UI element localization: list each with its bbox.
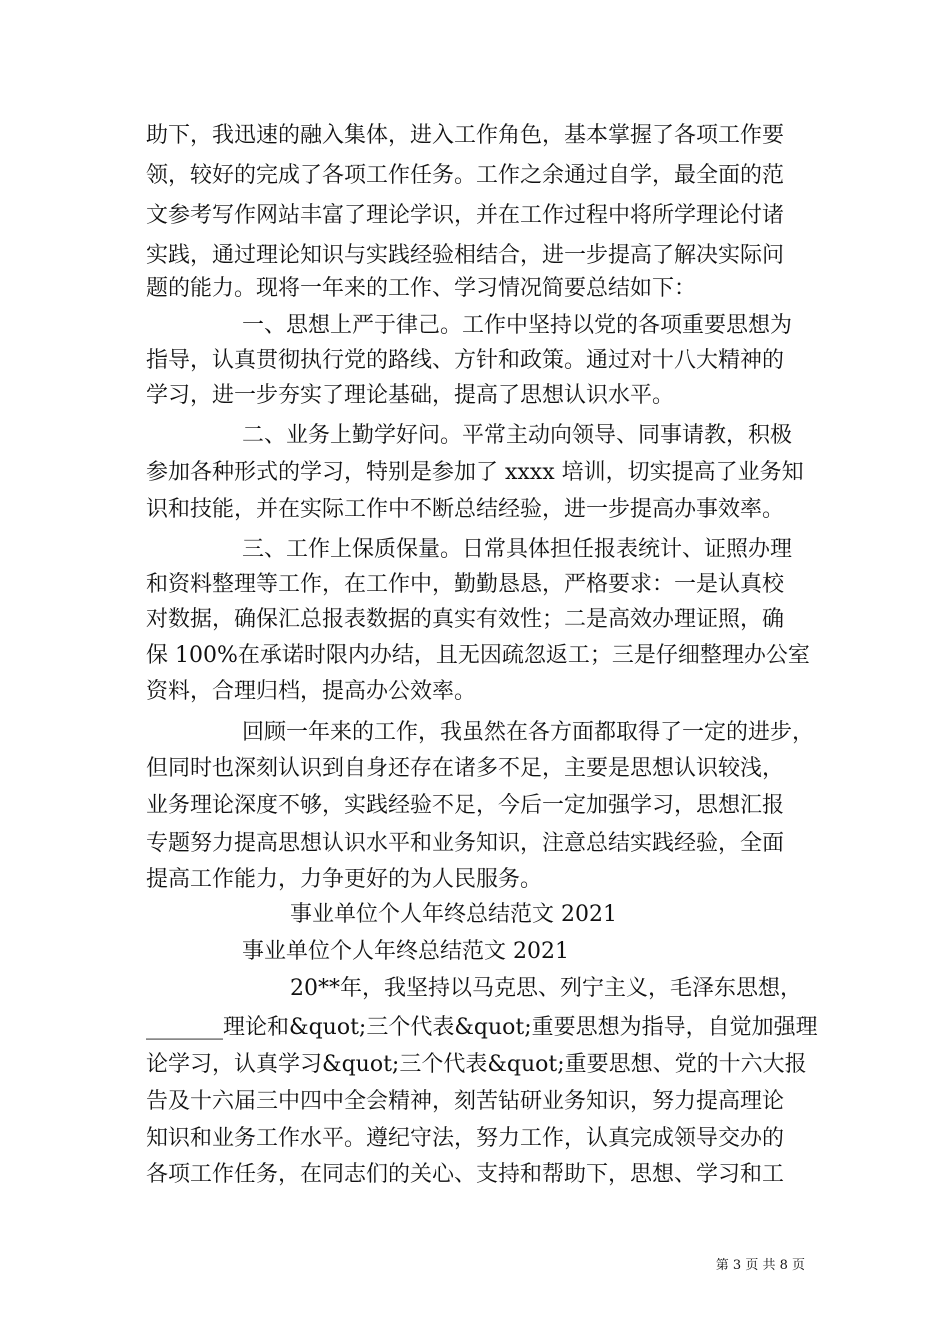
text-line: 文参考写作网站丰富了理论学识，并在工作过程中将所学理论付诸 [146, 203, 785, 228]
paragraph-heading-line: 20**年，我坚持以马克思、列宁主义，毛泽东思想， [290, 976, 802, 1001]
text-line: 资料，合理归档，提高办公效率。 [146, 679, 477, 704]
text-line: 题的能力。现将一年来的工作、学习情况简要总结如下： [146, 276, 697, 301]
text-line: 业务理论深度不够，实践经验不足，今后一定加强学习，思想汇报 [146, 793, 785, 818]
paragraph-heading-line: 二、业务上勤学好问。平常主动向领导、同事请教，积极 [242, 423, 793, 448]
text-line: 知识和业务工作水平。遵纪守法，努力工作，认真完成领导交办的 [146, 1126, 785, 1151]
text-line: 对数据，确保汇总报表数据的真实有效性；二是高效办理证照，确 [146, 607, 785, 632]
text-line: 学习，进一步夯实了理论基础，提高了思想认识水平。 [146, 383, 675, 408]
text-line: 实践，通过理论知识与实践经验相结合，进一步提高了解决实际问 [146, 243, 785, 268]
text-line: 告及十六届三中四中全会精神，刻苦钻研业务知识，努力提高理论 [146, 1089, 785, 1114]
text-line: _______理论和&quot;三个代表&quot;重要思想为指导，自觉加强理 [146, 1015, 818, 1040]
text-line: 和资料整理等工作，在工作中，勤勤恳恳，严格要求：一是认真校 [146, 572, 785, 597]
text-line: 各项工作任务，在同志们的关心、支持和帮助下，思想、学习和工 [146, 1162, 785, 1187]
text-line: 识和技能，并在实际工作中不断总结经验，进一步提高办事效率。 [146, 497, 785, 522]
text-line: 论学习，认真学习&quot;三个代表&quot;重要思想、党的十六大报 [146, 1052, 807, 1077]
section-title: 事业单位个人年终总结范文 2021 [290, 902, 617, 927]
paragraph-heading-line: 三、工作上保质保量。日常具体担任报表统计、证照办理 [242, 537, 793, 562]
text-line: 助下，我迅速的融入集体，进入工作角色，基本掌握了各项工作要 [146, 123, 785, 148]
text-line: 保 100%在承诺时限内办结，且无因疏忽返工；三是仔细整理办公室 [146, 643, 810, 668]
paragraph-heading-line: 回顾一年来的工作，我虽然在各方面都取得了一定的进步， [242, 720, 815, 745]
paragraph-heading-line: 一、思想上严于律己。工作中坚持以党的各项重要思想为 [242, 313, 793, 338]
text-line: 指导，认真贯彻执行党的路线、方针和政策。通过对十八大精神的 [146, 348, 785, 373]
page-number-footer: 第 3 页 共 8 页 [715, 1258, 805, 1273]
text-line: 专题努力提高思想认识水平和业务知识，注意总结实践经验，全面 [146, 831, 785, 856]
text-line: 领，较好的完成了各项工作任务。工作之余通过自学，最全面的范 [146, 163, 785, 188]
section-subtitle: 事业单位个人年终总结范文 2021 [242, 939, 569, 964]
text-line: 但同时也深刻认识到自身还存在诸多不足，主要是思想认识较浅， [146, 756, 785, 781]
text-line: 参加各种形式的学习，特别是参加了 xxxx 培训，切实提高了业务知 [146, 460, 804, 485]
text-line: 提高工作能力，力争更好的为人民服务。 [146, 867, 543, 892]
